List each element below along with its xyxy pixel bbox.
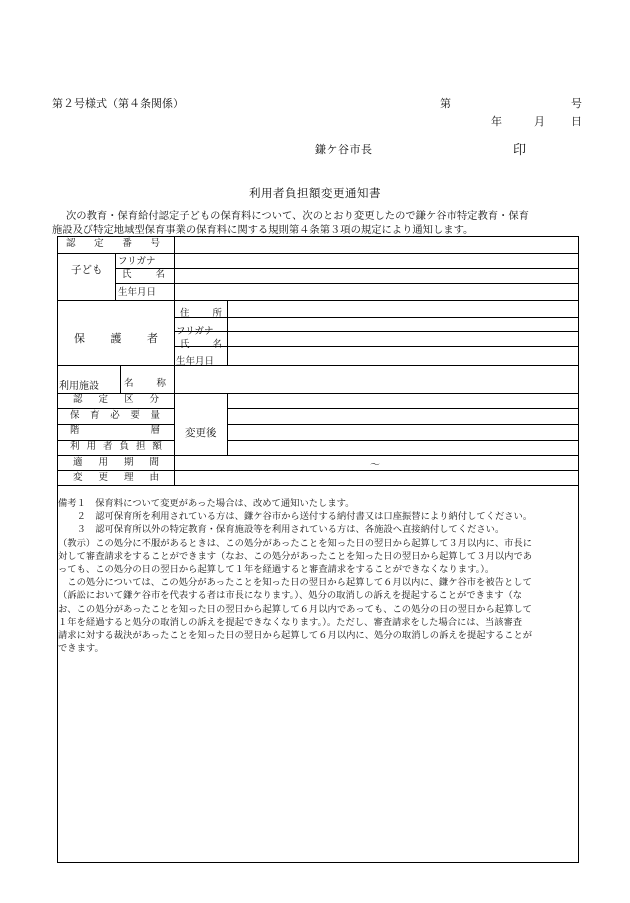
form-number: 第２号様式（第４条関係） (52, 97, 184, 110)
intro-line-1: 次の教育・保育給付認定子どもの保育料について、次のとおり変更したので鎌ケ谷市特定教育・保育 (66, 210, 529, 222)
remark-line: この処分については、この処分があったことを知った日の翌日から起算して６月以内に、鎌ケ谷市を被告として (58, 577, 532, 589)
remark-line: ２ 認可保育所を利用されている方は、鎌ケ谷市から送付する納付書又は口座振替により納付してください。 (58, 511, 533, 523)
remark-line: １年を経過すると処分の取消しの訴えを提起できなくなります。）。ただし、審査請求をした場合には、当該審査 (58, 616, 523, 628)
label-hogosha-shimei: 氏 名 (180, 339, 222, 350)
remark-line: 請求に対する裁決があったことを知った日の翌日から起算して６月以内に、処分の取消しの訴えを提起することが (58, 630, 533, 642)
remark-line: 備考１ 保育料について変更があった場合は、改めて通知いたします。 (58, 498, 355, 509)
label-nintei-kubun: 認 定 区 分 (73, 394, 159, 405)
remark-line: 対して審査請求をすることができます（なお、この処分があったことを知った日の翌日から起算して３月以内であ (58, 550, 533, 562)
label-hogosha: 保 護 者 (74, 332, 158, 345)
remark-line: できます。 (58, 643, 104, 655)
label-hogosha-jusho: 住 所 (180, 308, 222, 319)
label-henkou-riyuu: 変 更 理 由 (73, 472, 159, 483)
label-kodomo: 子ども (71, 264, 103, 276)
label-nintei-bango: 認 定 番 号 (66, 238, 160, 249)
remark-line: （訴訟において鎌ケ谷市を代表する者は市長になります。）、処分の取消しの訴えを提起することができます（な (58, 590, 523, 602)
number-dai: 第 (440, 97, 451, 110)
label-kodomo-seinengappi: 生年月日 (118, 287, 157, 298)
label-meisho: 名 称 (124, 378, 166, 389)
remarks-section (58, 497, 578, 655)
label-hoiku-hitsuyouryou: 保 育 必 要 量 (70, 410, 160, 421)
date-year: 年 (491, 115, 502, 128)
label-kaisou: 階 層 (70, 425, 160, 436)
remark-line: （教示）この処分に不服があるときは、この処分があったことを知った日の翌日から起算して３月以内に、市長に (58, 537, 533, 549)
period-separator: ～ (370, 460, 380, 471)
document-title: 利用者負担額変更通知書 (249, 186, 381, 200)
seal-mark: 印 (513, 143, 527, 158)
remark-line: お、この処分があったことを知った日の翌日から起算して６月以内であっても、この処分の日の翌日から起算して (58, 603, 532, 615)
intro-line-2: 施設及び特定地域型保育事業の保育料に関する規則第４条第３項の規定により通知します。 (52, 224, 474, 236)
label-henkougo: 変更後 (185, 427, 217, 439)
label-kodomo-furigana: フリガナ (118, 256, 156, 267)
label-riyou-shisetsu: 利用施設 (59, 381, 99, 392)
number-go: 号 (571, 97, 582, 110)
label-riyousha-futangaku: 利 用 者 負 担 額 (70, 441, 162, 452)
date-day: 日 (571, 115, 582, 128)
remark-line: っても、この処分の日の翌日から起算して１年を経過すると審査請求をすることができなくなります。）。 (58, 564, 495, 576)
label-kodomo-shimei: 氏 名 (122, 269, 165, 280)
remark-line: ３ 認可保育所以外の特定教育・保育施設等を利用されている方は、各施設へ直接納付してください。 (58, 524, 505, 536)
label-tekiyou-kikan: 適 用 期 間 (73, 457, 159, 468)
mayor-name: 鎌ケ谷市長 (315, 143, 373, 156)
label-hogosha-seinengappi: 生年月日 (176, 356, 215, 367)
date-month: 月 (534, 115, 545, 128)
label-hogosha-furigana: フリガナ (176, 326, 214, 337)
